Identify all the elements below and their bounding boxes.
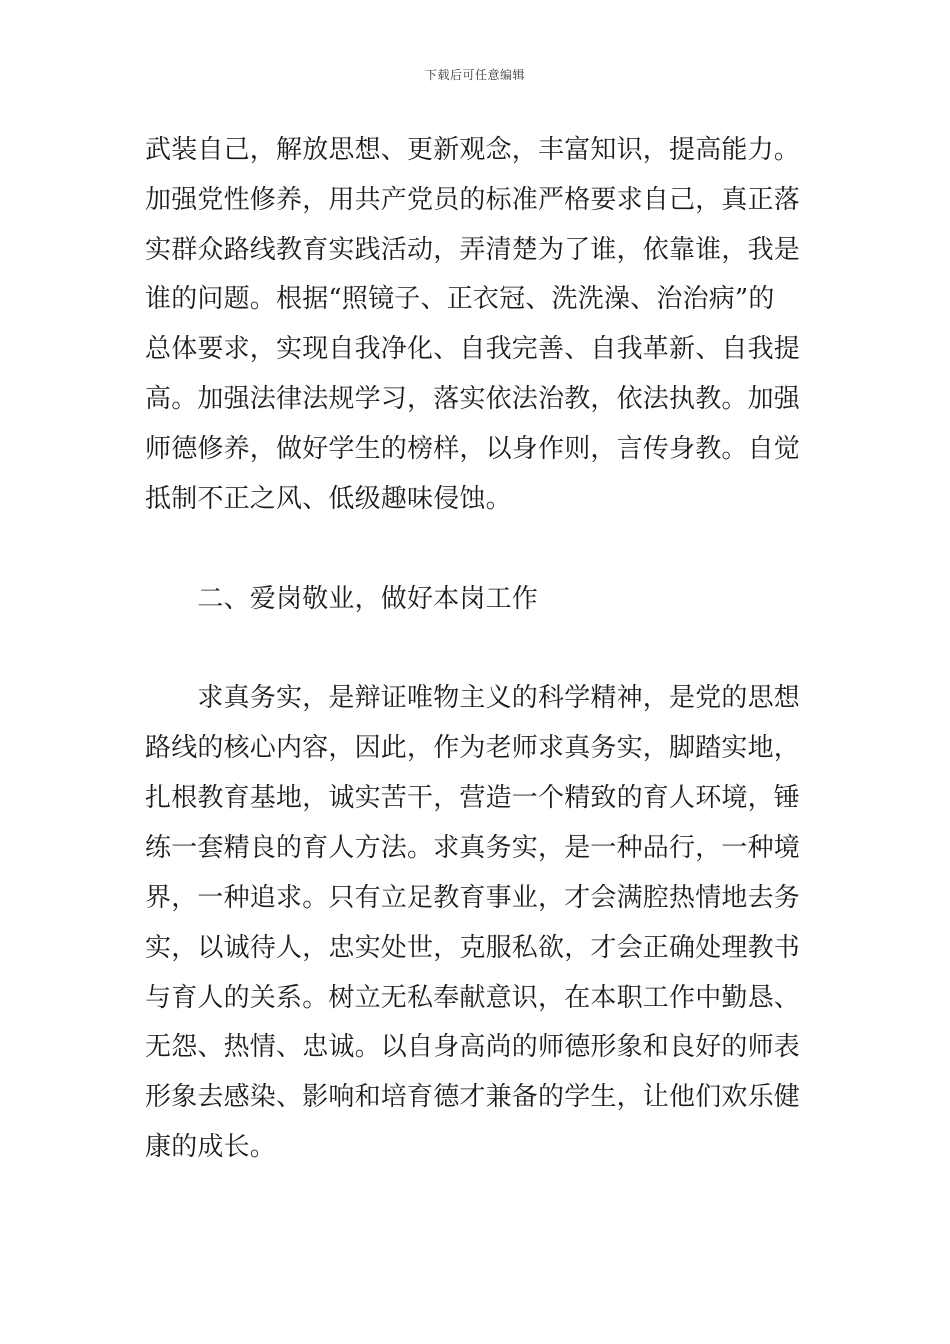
text-line: 加强党性修养，用共产党员的标准严格要求自己，真正落 — [145, 185, 801, 215]
text-line: 求真务实，是辩证唯物主义的科学精神，是党的思想 — [145, 683, 801, 713]
text-line: 师德修养，做好学生的榜样，以身作则，言传身教。自觉 — [145, 434, 801, 464]
text-line: 谁的问题。根据“照镜子、正衣冠、洗洗澡、治治病”的 — [145, 284, 775, 314]
text-line: 总体要求，实现自我净化、自我完善、自我革新、自我提 — [145, 334, 801, 364]
text-line: 路线的核心内容，因此，作为老师求真务实，脚踏实地， — [145, 733, 801, 763]
text-line: 扎根教育基地，诚实苦干，营造一个精致的育人环境，锤 — [145, 783, 801, 813]
text-line: 界，一种追求。只有立足教育事业，才会满腔热情地去务 — [145, 883, 801, 913]
text-line: 形象去感染、影响和培育德才兼备的学生，让他们欢乐健 — [145, 1082, 801, 1112]
text-line: 无怨、热情、忠诚。以自身高尚的师德形象和良好的师表 — [145, 1032, 801, 1062]
text-line: 高。加强法律法规学习，落实依法治教，依法执教。加强 — [145, 384, 801, 414]
text-line: 实群众路线教育实践活动，弄清楚为了谁，依靠谁，我是 — [145, 235, 801, 265]
header-note: 下载后可任意编辑 — [424, 68, 525, 82]
text-line: 抵制不正之风、低级趣味侵蚀。 — [145, 484, 512, 514]
text-line: 实，以诚待人，忠实处世，克服私欲，才会正确处理教书 — [145, 933, 801, 963]
text-line: 与育人的关系。树立无私奉献意识，在本职工作中勤恳、 — [145, 983, 801, 1013]
text-line: 武装自己，解放思想、更新观念，丰富知识，提高能力。 — [145, 135, 801, 165]
text-line: 练一套精良的育人方法。求真务实，是一种品行，一种境 — [145, 833, 801, 863]
section-heading: 二、爱岗敬业，做好本岗工作 — [145, 584, 539, 614]
text-line: 康的成长。 — [145, 1132, 277, 1162]
